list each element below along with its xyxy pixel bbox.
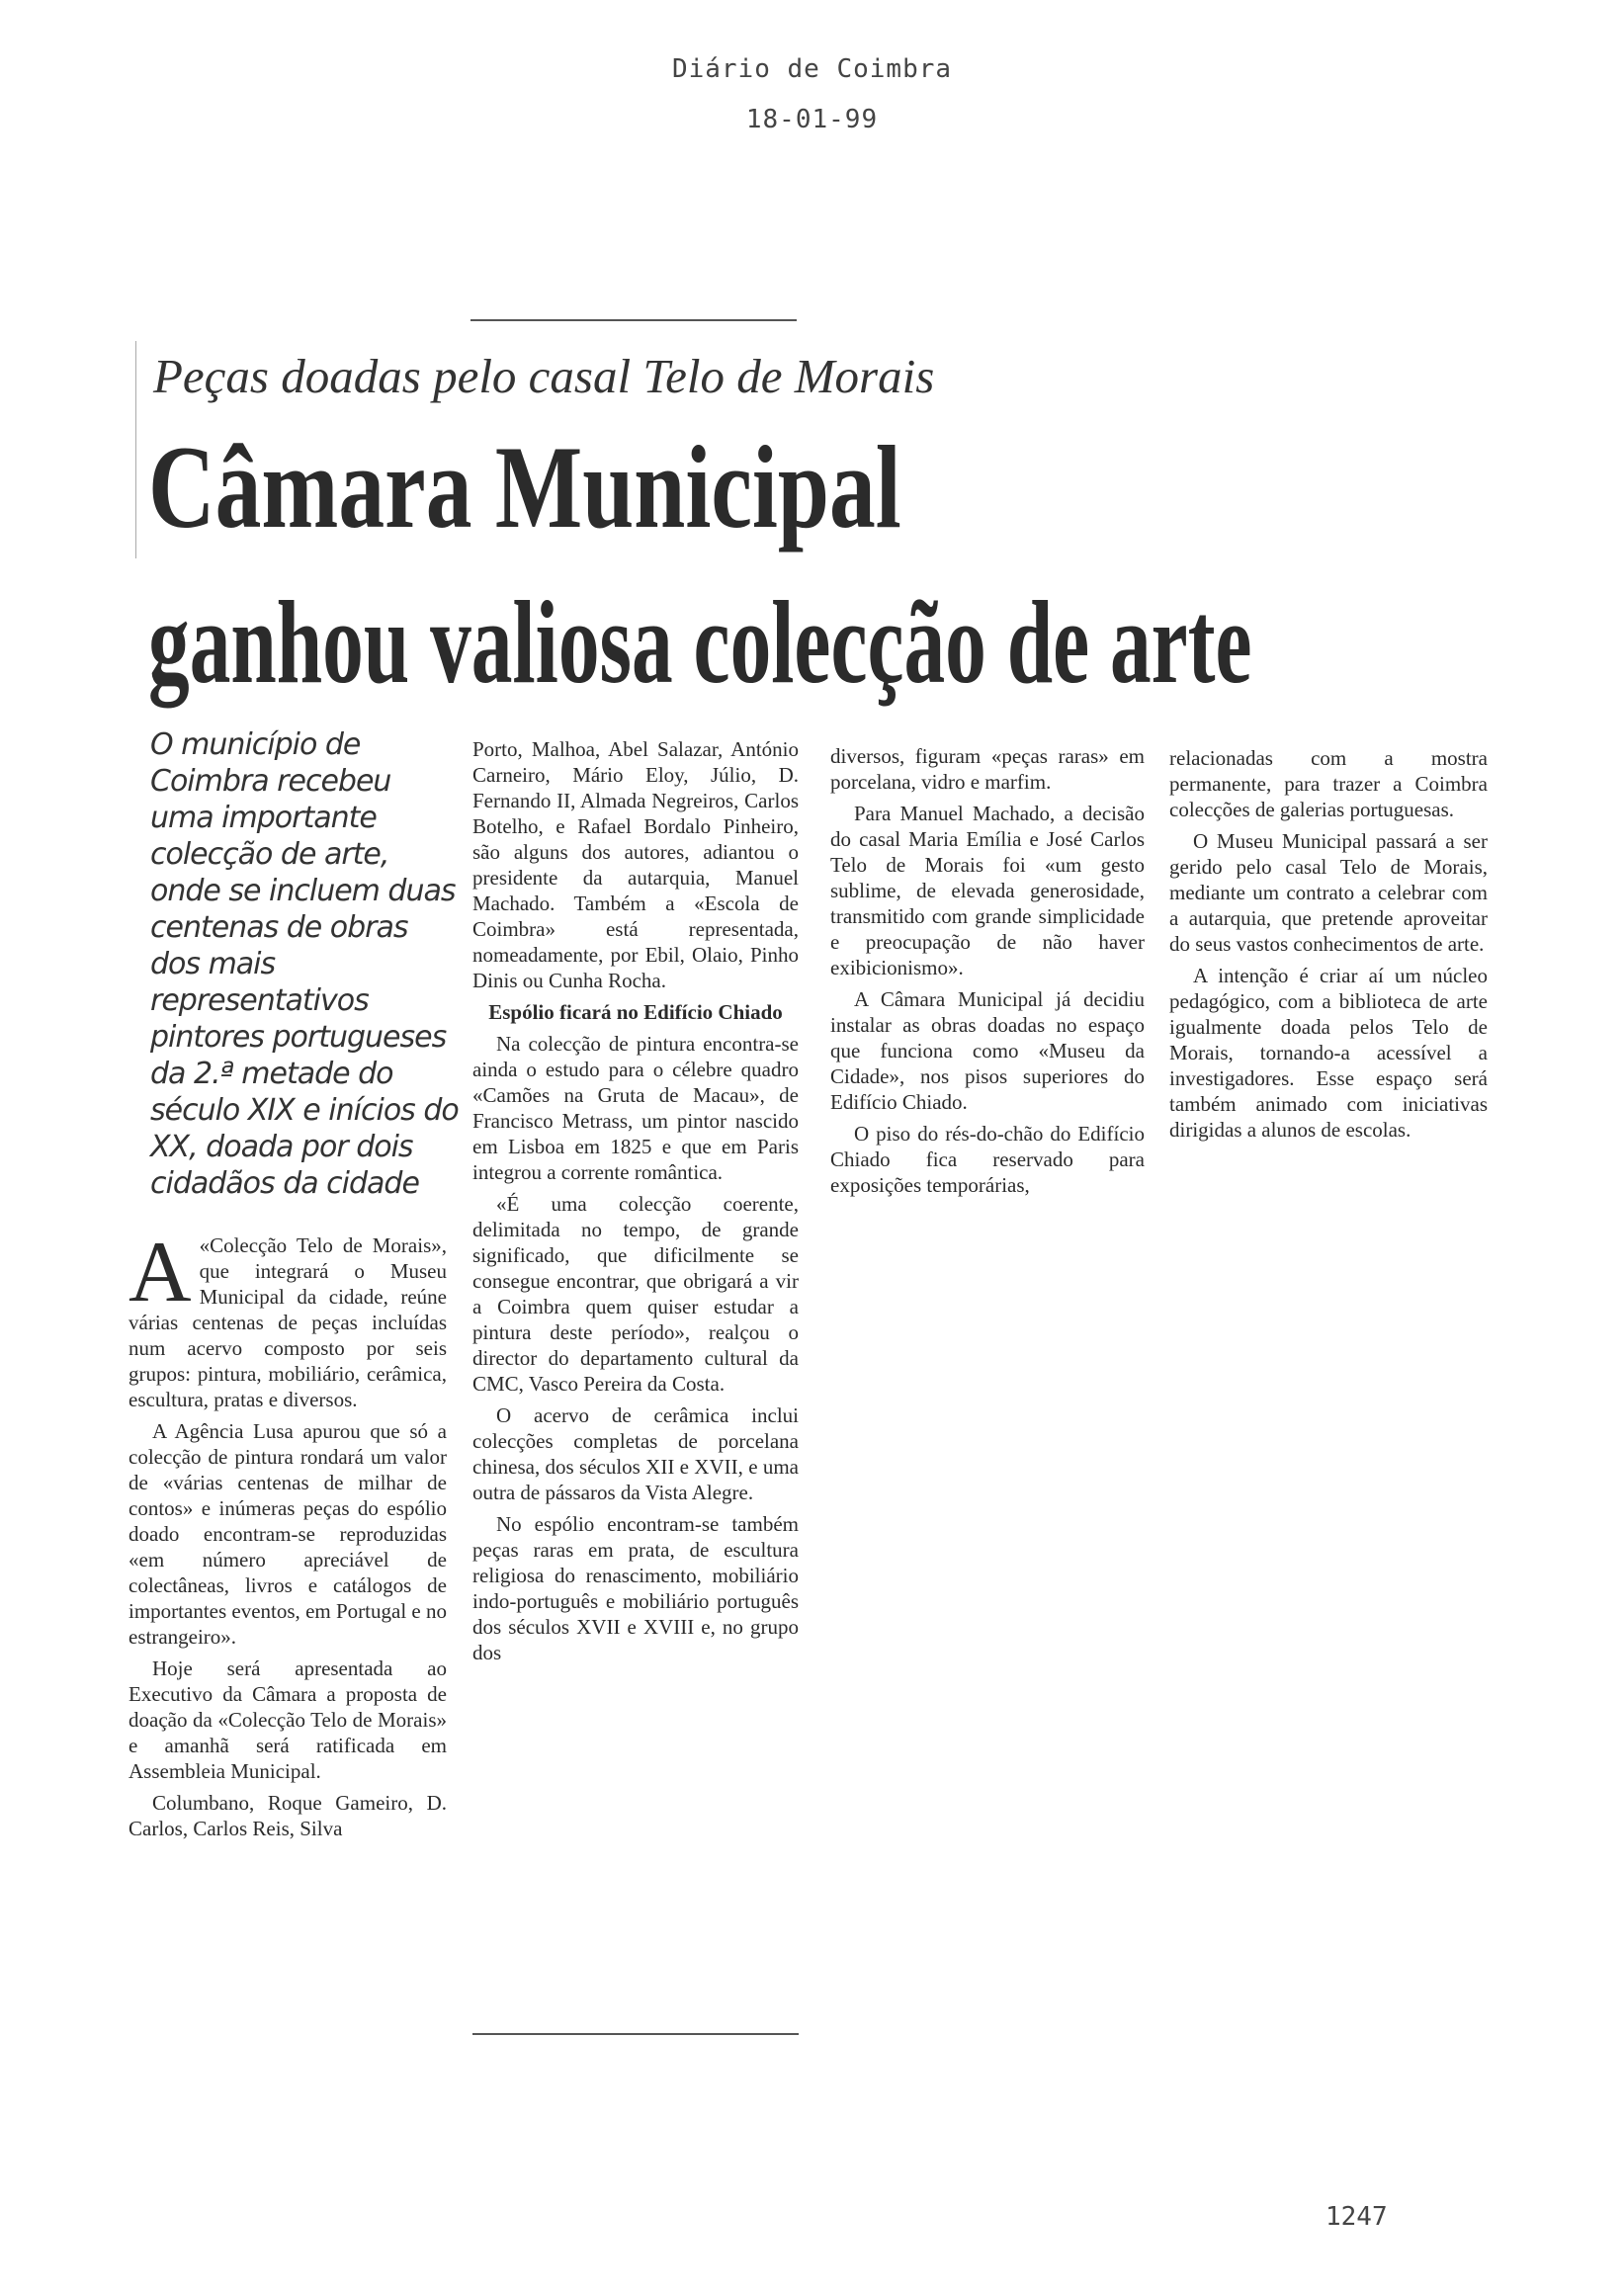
paragraph: A intenção é criar aí um núcleo pedagógico, com a biblioteca de arte igualmente doada pelos Telo de Morais, tornando-a acessível a investigadores. Esse espaço será também animado com iniciativas dirigidas a alunos de escolas. — [1169, 964, 1488, 1142]
subheading: Espólio ficará no Edifício Chiado — [488, 1000, 783, 1024]
paragraph: relacionadas com a mostra permanente, para trazer a Coimbra colecções de galerias portuguesas. — [1169, 746, 1488, 821]
paragraph: Columbano, Roque Gameiro, D. Carlos, Carlos Reis, Silva — [128, 1791, 447, 1840]
paragraph: Porto, Malhoa, Abel Salazar, António Carneiro, Mário Eloy, Júlio, D. Fernando II, Almada Negreiros, Carlos Botelho, e Rafael Bordalo Pinheiro, são alguns dos autores, adiantou o presidente da autarquia, Manuel Machado. Também a «Escola de Coimbra» está representada, nomeadamente, por Ebil, Olaio, Pinho Dinis ou Cunha Rocha. — [472, 737, 799, 992]
bottom-rule — [472, 2033, 799, 2035]
article-kicker: Peças doadas pelo casal Telo de Morais — [153, 349, 935, 403]
page-number: 1247 — [1325, 2202, 1388, 2232]
left-rule — [135, 341, 136, 558]
paragraph: A «Colecção Telo de Morais», que integrará o Museu Municipal da cidade, reúne várias centenas de peças incluídas num acervo composto por seis grupos: pintura, mobiliário, cerâmica, escultura, pratas e diversos. — [128, 1225, 447, 1411]
paragraph: No espólio encontram-se também peças raras em prata, de escultura religiosa do renascimento, mobiliário indo-português e mobiliário português dos séculos XVII e XVIII e, no grupo dos — [472, 1512, 799, 1664]
paragraph: Na colecção de pintura encontra-se ainda o estudo para o célebre quadro «Camões na Gruta de Macau», de Francisco Metrass, um pintor nascido em Lisboa em 1825 e que em Paris integrou a corrente romântica. — [472, 1032, 799, 1184]
drop-cap: A — [128, 1225, 192, 1320]
clipping-date: 18-01-99 — [745, 105, 879, 134]
article-column-3 — [830, 743, 1145, 1204]
paragraph: Para Manuel Machado, a decisão do casal Maria Emília e José Carlos Telo de Morais foi «um gesto sublime, de elevada generosidade, transmitido com grande simplicidade e preocupação de não haver exibicionismo». — [830, 802, 1145, 979]
article-column-1 — [128, 1225, 447, 1847]
headline-line-2: ganhou valiosa colecção de arte — [148, 576, 1252, 708]
paragraph: A Agência Lusa apurou que só a colecção de pintura rondará um valor de «várias centenas de milhar de contos» e inúmeras peças do espólio doado encontram-se reproduzidas «em número apreciável de colectâneas, livros e catálogos de importantes eventos, em Portugal e no estrangeiro». — [128, 1419, 447, 1649]
paragraph: Hoje será apresentada ao Executivo da Câmara a proposta de doação da «Colecção Telo de Morais» e amanhã será ratificada em Assembleia Municipal. — [128, 1656, 447, 1783]
paragraph: «É uma colecção coerente, delimitada no tempo, de grande significado, que dificilmente se consegue encontrar, que obrigará a vir a Coimbra quem quiser estudar a pintura deste período», realçou o director do departamento cultural da CMC, Vasco Pereira da Costa. — [472, 1192, 799, 1396]
clipping-source: Diário de Coimbra — [671, 54, 953, 84]
article-column-2 — [472, 736, 799, 1671]
article-column-4 — [1169, 745, 1488, 1148]
headline-line-1: Câmara Municipal — [148, 421, 901, 552]
paragraph: O Museu Municipal passará a ser gerido pelo casal Telo de Morais, mediante um contrato a celebrar com a autarquia, que pretende aproveitar do seus vastos conhecimentos de arte. — [1169, 829, 1488, 956]
paragraph: O acervo de cerâmica inclui colecções completas de porcelana chinesa, dos séculos XII e XVII, e uma outra de pássaros da Vista Alegre. — [472, 1403, 799, 1504]
paragraph: diversos, figuram «peças raras» em porcelana, vidro e marfim. — [830, 744, 1145, 794]
top-rule — [470, 319, 797, 321]
paragraph: O piso do rés-do-chão do Edifício Chiado fica reservado para exposições temporárias, — [830, 1122, 1145, 1197]
paragraph: A Câmara Municipal já decidiu instalar as obras doadas no espaço que funciona como «Museu da Cidade», nos pisos superiores do Edifício Chiado. — [830, 987, 1145, 1114]
article-lede: O município de Coimbra recebeu uma importante colecção de arte, onde se incluem duas centenas de obras dos mais representativos pintores portugueses da 2.ª metade do século XIX e inícios do XX, doada por dois cidadãos da cidade — [150, 727, 459, 1201]
